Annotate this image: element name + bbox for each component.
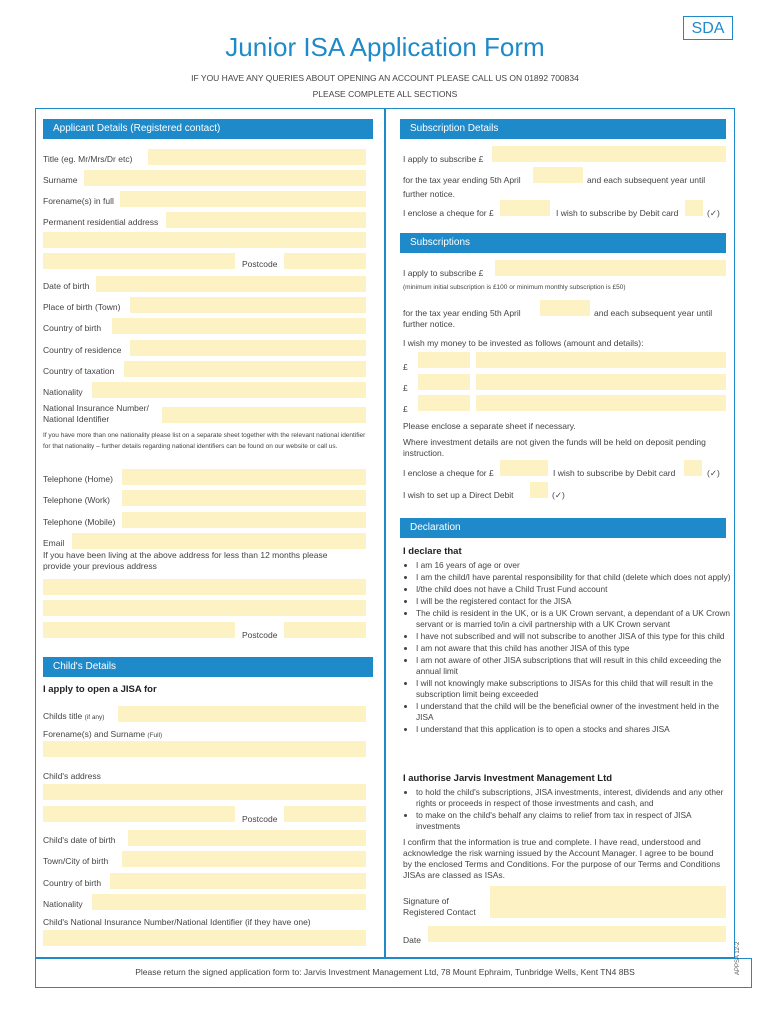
date-label: Date <box>403 935 421 945</box>
declaration-item: • I have not subscribed and will not subscribe to another JISA of this type for this child <box>416 631 732 642</box>
s-debit-label: I wish to subscribe by Debit card <box>553 468 676 478</box>
s-separate-note: Please enclose a separate sheet if necessary. <box>403 421 576 431</box>
tel-home-label: Telephone (Home) <box>43 474 113 484</box>
child-dob-label: Child's date of birth <box>43 835 116 845</box>
child-country-label: Country of birth <box>43 878 102 888</box>
prev-address-field-3[interactable] <box>43 622 235 638</box>
sd-each-year-label: and each subsequent year until <box>587 175 706 185</box>
sd-cheque-field[interactable] <box>500 200 550 216</box>
ni-field[interactable] <box>162 407 366 423</box>
prev-address-field-2[interactable] <box>43 600 366 616</box>
forenames-label: Forename(s) in full <box>43 196 114 206</box>
place-of-birth-field[interactable] <box>130 297 366 313</box>
s-invest-label: I wish my money to be invested as follows (amount and details): <box>403 338 644 348</box>
s-each-year-label: and each subsequent year until <box>594 308 713 318</box>
address-field-3[interactable] <box>43 253 235 269</box>
s-direct-debit-tick: (✓) <box>552 490 565 500</box>
child-country-field[interactable] <box>110 873 366 889</box>
declaration-item: • I will not knowingly make subscriptions to JISAs for this child that will result in the subscription limit being exceeded <box>416 678 732 700</box>
s-cheque-label: I enclose a cheque for £ <box>403 468 494 478</box>
declaration-heading: Declaration <box>400 518 726 538</box>
sd-apply-label: I apply to subscribe £ <box>403 154 484 164</box>
country-of-birth-field[interactable] <box>112 318 366 334</box>
child-address-field-2[interactable] <box>43 806 235 822</box>
nationality-field[interactable] <box>92 382 366 398</box>
s-tax-year-field[interactable] <box>540 300 590 316</box>
s-apply-field[interactable] <box>495 260 726 276</box>
s-amount-field-3[interactable] <box>418 395 470 411</box>
childs-title-text: Childs title <box>43 711 83 721</box>
country-of-residence-label: Country of residence <box>43 345 122 355</box>
address-field-1[interactable] <box>166 212 366 228</box>
apply-jisa-label: I apply to open a JISA for <box>43 684 157 695</box>
declaration-item: • I am not aware that this child has another JISA of this type <box>416 643 732 654</box>
country-of-taxation-field[interactable] <box>124 361 366 377</box>
s-pound-1: £ <box>403 362 408 372</box>
s-pound-3: £ <box>403 404 408 414</box>
subscriptions-heading: Subscriptions <box>400 233 726 253</box>
signature-field[interactable] <box>490 886 726 918</box>
prev-postcode-label: Postcode <box>242 630 278 640</box>
s-debit-tick: (✓) <box>707 468 720 478</box>
return-address: Please return the signed application form to: Jarvis Investment Management Ltd, 78 Mount Ephraim, Tunbridge Wells, Kent TN4 8BS <box>135 967 635 977</box>
declaration-item: • I understand that this application is to open a stocks and shares JISA <box>416 724 732 735</box>
address-label: Permanent residential address <box>43 217 159 227</box>
postcode-label: Postcode <box>242 259 278 269</box>
postcode-field[interactable] <box>284 253 366 269</box>
childs-title-field[interactable] <box>118 706 366 722</box>
child-nationality-label: Nationality <box>43 899 83 909</box>
sd-cheque-label: I enclose a cheque for £ <box>403 208 494 218</box>
s-cheque-field[interactable] <box>500 460 548 476</box>
tel-mobile-label: Telephone (Mobile) <box>43 517 116 527</box>
country-of-taxation-label: Country of taxation <box>43 366 115 376</box>
tel-work-field[interactable] <box>122 490 366 506</box>
child-postcode-label: Postcode <box>242 814 278 824</box>
email-label: Email <box>43 538 65 548</box>
child-ni-field[interactable] <box>43 930 366 946</box>
prev-postcode-field[interactable] <box>284 622 366 638</box>
place-of-birth-label: Place of birth (Town) <box>43 302 121 312</box>
confirm-text: I confirm that the information is true and complete. I have read, understood and acknowledge the risk warning issued by the Account Manager. I agree to be bound by the enclosed Terms and Conditions. For the purpose of our Terms and Conditions JISAs are classed as ISAs. <box>403 837 721 880</box>
sd-tax-year-field[interactable] <box>533 167 583 183</box>
dob-field[interactable] <box>96 276 366 292</box>
child-nationality-field[interactable] <box>92 894 366 910</box>
complete-all-line: PLEASE COMPLETE ALL SECTIONS <box>312 89 458 99</box>
authorise-item: • to make on the child's behalf any claims to relief from tax in respect of JISA investments <box>416 810 732 832</box>
surname-label: Surname <box>43 175 78 185</box>
declaration-item: • I am not aware of other JISA subscriptions that will result in this child exceeding the annual limit <box>416 655 732 677</box>
prev-address-field-1[interactable] <box>43 579 366 595</box>
surname-field[interactable] <box>84 170 366 186</box>
child-name-field[interactable] <box>43 741 366 757</box>
authorise-label: I authorise Jarvis Investment Management Ltd <box>403 773 613 784</box>
child-town-label: Town/City of birth <box>43 856 109 866</box>
s-further-label: further notice. <box>403 319 455 329</box>
ni-label-1: National Insurance Number/ <box>43 403 149 413</box>
s-details-field-2[interactable] <box>476 374 726 390</box>
child-name-label <box>43 729 162 739</box>
sd-apply-field[interactable] <box>492 146 726 162</box>
s-apply-label: I apply to subscribe £ <box>403 268 484 278</box>
sda-badge: SDA <box>683 16 733 40</box>
declaration-item: • The child is resident in the UK, or is a UK Crown servant, a dependant of a UK Crown servant or is married to/in a civil partnership with a UK Crown servant <box>416 608 732 630</box>
s-debit-checkbox[interactable] <box>684 460 702 476</box>
authorise-list <box>406 787 732 833</box>
child-ni-label: Child's National Insurance Number/National Identifier (if they have one) <box>43 917 311 927</box>
s-pound-2: £ <box>403 383 408 393</box>
declaration-item: • I am the child/I have parental responsibility for that child (delete which does not apply) <box>416 572 732 583</box>
prev-address-note: If you have been living at the above address for less than 12 months please provide your previous address <box>43 550 328 571</box>
sd-debit-checkbox[interactable] <box>685 200 703 216</box>
childs-title-label <box>43 711 104 721</box>
declaration-item: • I am 16 years of age or over <box>416 560 732 571</box>
date-field[interactable] <box>428 926 726 942</box>
signature-label-2: Registered Contact <box>403 907 476 917</box>
childs-details-heading: Child's Details <box>43 657 373 677</box>
child-postcode-field[interactable] <box>284 806 366 822</box>
if-any-text: (if any) <box>84 714 105 721</box>
applicant-details-heading: Applicant Details (Registered contact) <box>43 119 373 139</box>
s-amount-field-2[interactable] <box>418 374 470 390</box>
full-text: (Full) <box>147 732 163 739</box>
declaration-item: • I will be the registered contact for the JISA <box>416 596 732 607</box>
sd-further-label: further notice. <box>403 189 455 199</box>
child-address-label: Child's address <box>43 771 101 781</box>
child-name-text: Forename(s) and Surname <box>43 729 146 739</box>
s-not-given-note: Where investment details are not given the funds will be held on deposit pending instruction. <box>403 437 706 458</box>
declaration-list <box>406 560 732 736</box>
s-tax-year-label: for the tax year ending 5th April <box>403 308 521 318</box>
declaration-item: • I understand that the child will be the beneficial owner of the investment held in the JISA <box>416 701 732 723</box>
form-code: APPSA 12-2 <box>735 941 741 975</box>
child-town-field[interactable] <box>122 851 366 867</box>
s-amount-field-1[interactable] <box>418 352 470 368</box>
subscription-details-heading: Subscription Details <box>400 119 726 139</box>
address-field-2[interactable] <box>43 232 366 248</box>
sd-debit-tick: (✓) <box>707 208 720 218</box>
signature-label-1: Signature of <box>403 896 449 906</box>
country-of-residence-field[interactable] <box>130 340 366 356</box>
declare-label: I declare that <box>403 546 462 557</box>
s-details-field-3[interactable] <box>476 395 726 411</box>
forenames-field[interactable] <box>120 191 366 207</box>
sd-debit-label: I wish to subscribe by Debit card <box>556 208 679 218</box>
country-of-birth-label: Country of birth <box>43 323 102 333</box>
nationality-label: Nationality <box>43 387 83 397</box>
tel-work-label: Telephone (Work) <box>43 495 110 505</box>
dob-label: Date of birth <box>43 281 90 291</box>
ni-label-2: National Identifier <box>43 414 110 424</box>
sd-tax-year-label: for the tax year ending 5th April <box>403 175 521 185</box>
s-direct-debit-label: I wish to set up a Direct Debit <box>403 490 514 500</box>
authorise-item: • to hold the child's subscriptions, JISA investments, interest, dividends and any other rights or proceeds in respect of those investments and cash, and <box>416 787 732 809</box>
title-label: Title (eg. Mr/Mrs/Dr etc) <box>43 154 133 164</box>
email-field[interactable] <box>72 533 366 549</box>
form-title: Junior ISA Application Form <box>225 32 545 62</box>
nationality-note: If you have more than one nationality please list on a separate sheet together with the relevant national identifier for that nationality – further details regarding national identifiers can be found on our website or call us. <box>43 432 366 450</box>
s-direct-debit-checkbox[interactable] <box>530 482 548 498</box>
child-dob-field[interactable] <box>128 830 366 846</box>
tel-mobile-field[interactable] <box>122 512 366 528</box>
child-address-field-1[interactable] <box>43 784 366 800</box>
s-details-field-1[interactable] <box>476 352 726 368</box>
title-field[interactable] <box>148 149 366 165</box>
declaration-item: • I/the child does not have a Child Trust Fund account <box>416 584 732 595</box>
queries-line: IF YOU HAVE ANY QUERIES ABOUT OPENING AN ACCOUNT PLEASE CALL US ON 01892 700834 <box>191 73 579 83</box>
s-minimum-note: (minimum initial subscription is £100 or minimum monthly subscription is £50) <box>403 284 626 291</box>
tel-home-field[interactable] <box>122 469 366 485</box>
